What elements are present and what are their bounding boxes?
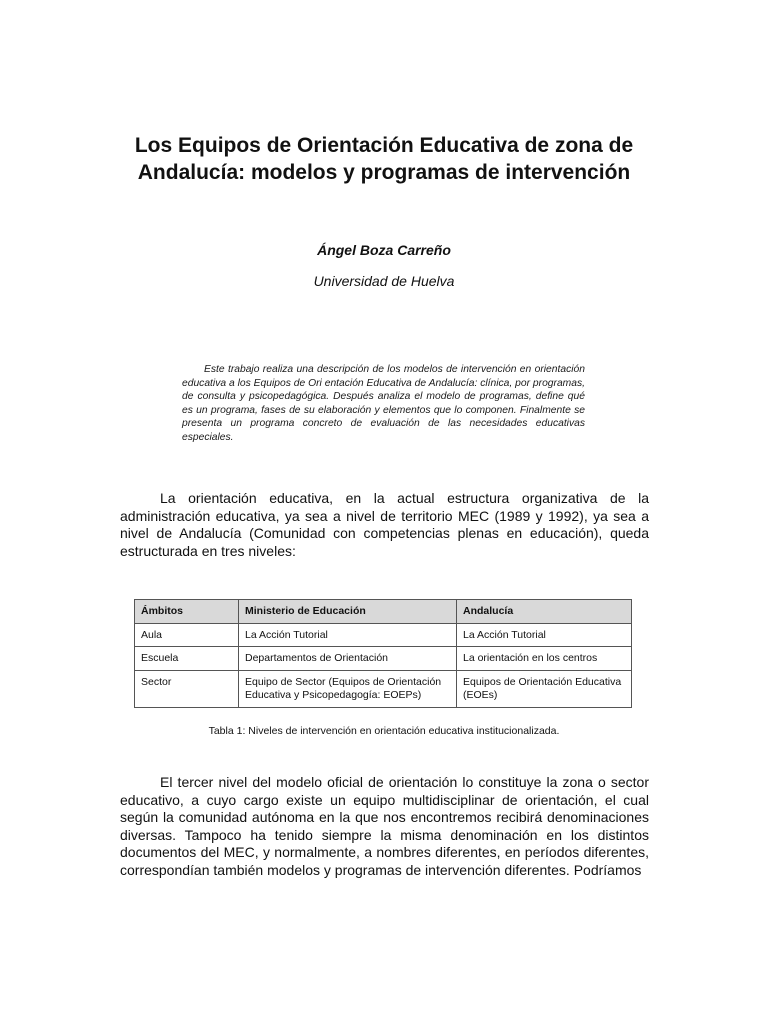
abstract: Este trabajo realiza una descripción de los modelos de intervención en orientación educativa a los Equipos de Ori entación Educativa de Andalucía: clínica, por programas, de consulta y psicopedagógica. Después analiza el modelo de programas, define qué es un programa, fases de su elaboración y elementos que lo componen. Finalmente se presenta un programa concreto de evaluación de las necesidades educativas especiales. <box>182 364 585 443</box>
table-cell: Equipo de Sector (Equipos de Orientación Educativa y Psicopedagogía: EOEPs) <box>239 670 457 707</box>
table-cell: Sector <box>135 670 239 707</box>
table-cell: La orientación en los centros <box>457 647 632 671</box>
document-title <box>0 132 768 186</box>
table-caption: Tabla 1: Niveles de intervención en orientación educativa institucionalizada. <box>208 725 560 737</box>
table-header-cell: Ámbitos <box>135 600 239 624</box>
table-row <box>135 623 632 647</box>
table-cell: Escuela <box>135 647 239 671</box>
title-line-2: Andalucía: modelos y programas de intervención <box>137 161 631 184</box>
author-name: Ángel Boza Carreño <box>317 242 451 258</box>
title-line-1: Los Equipos de Orientación Educativa de zona de <box>134 134 634 157</box>
table-cell: La Acción Tutorial <box>457 623 632 647</box>
levels-table <box>134 599 632 708</box>
table-cell: La Acción Tutorial <box>239 623 457 647</box>
table-header-row <box>135 600 632 624</box>
table-cell: Departamentos de Orientación <box>239 647 457 671</box>
table-header-cell: Andalucía <box>457 600 632 624</box>
table-cell: Equipos de Orientación Educativa (EOEs) <box>457 670 632 707</box>
table-row <box>135 670 632 707</box>
author-affiliation: Universidad de Huelva <box>313 273 455 289</box>
body-paragraph-2: El tercer nivel del modelo oficial de orientación lo constituye la zona o sector educativo, a cuyo cargo existe un equipo multidisciplinar de orientación, el cual según la comunidad autónoma en la que nos encontremos recibirá denominaciones diversas. Tampoco ha tenido siempre la misma denominación en los distintos documentos del MEC, y normalmente, a nombres diferentes, en períodos diferentes, correspondían también modelos y programas de intervención diferentes. Podríamos <box>120 774 649 878</box>
table-cell: Aula <box>135 623 239 647</box>
table-header-cell: Ministerio de Educación <box>239 600 457 624</box>
body-paragraph-1: La orientación educativa, en la actual estructura organizativa de la administración educativa, ya sea a nivel de territorio MEC (1989 y 1992), ya sea a nivel de Andalucía (Comunidad con competencias plenas en educación), queda estructurada en tres niveles: <box>120 490 649 559</box>
table-row <box>135 647 632 671</box>
